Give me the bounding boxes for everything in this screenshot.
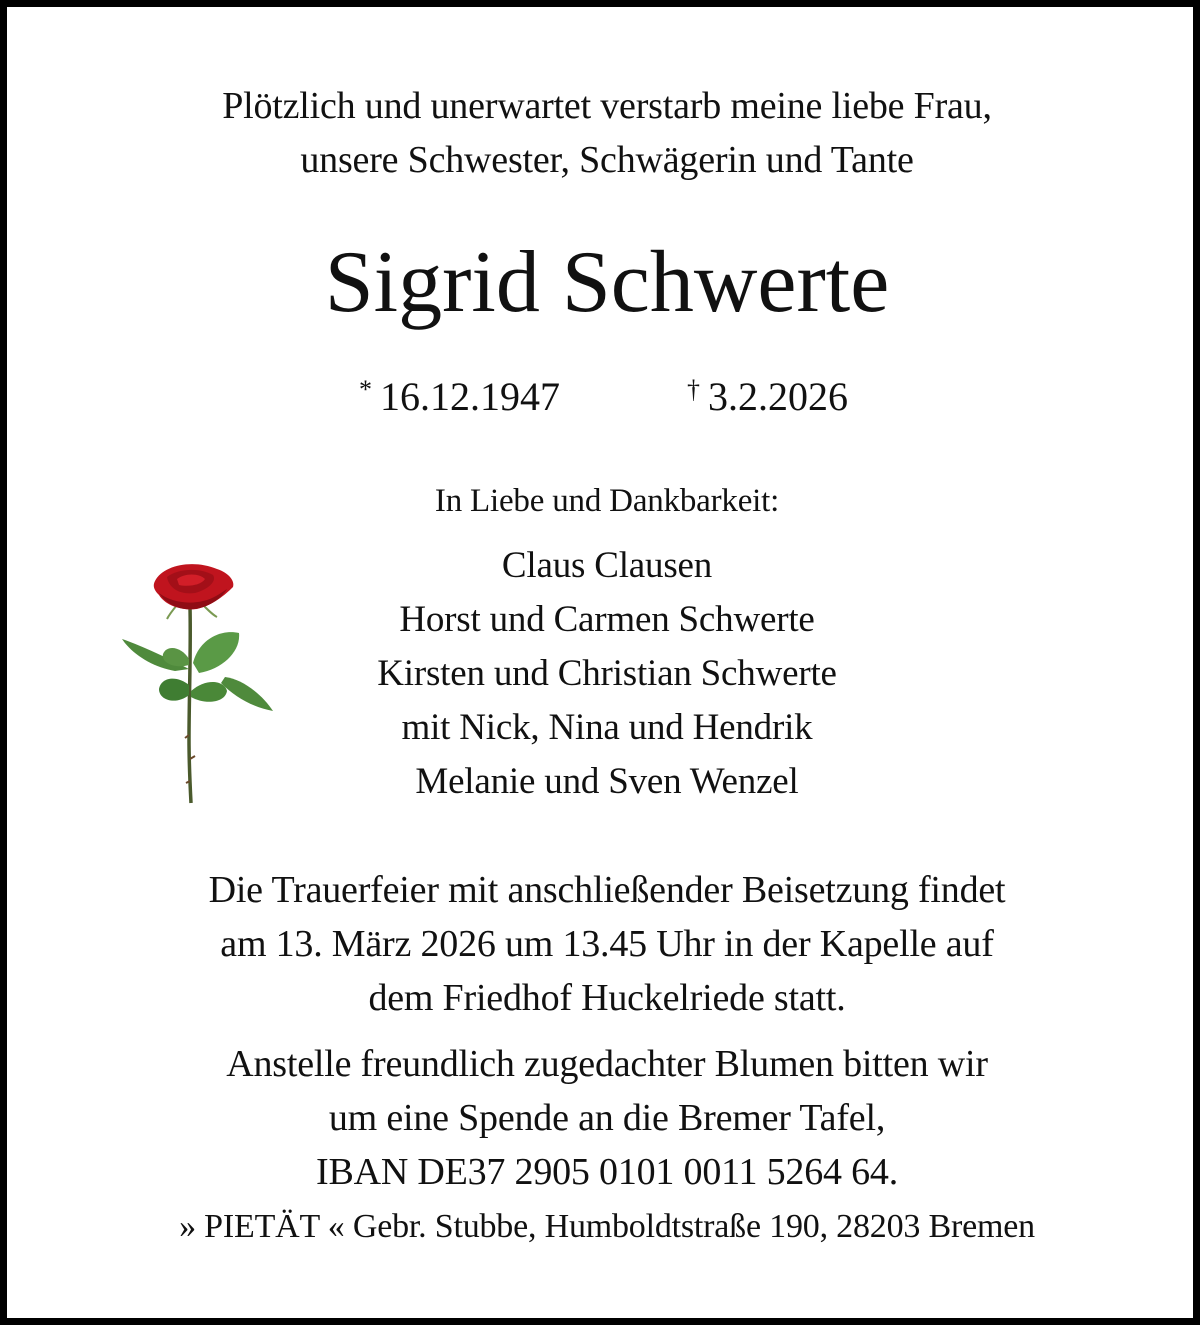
undertaker-footer: » PIETÄT « Gebr. Stubbe, Humboldtstraße 190, 28203 Bremen bbox=[179, 1208, 1035, 1245]
donation-line: um eine Spende an die Bremer Tafel, bbox=[328, 1097, 886, 1139]
birth-date bbox=[359, 373, 560, 420]
mourner-line: Melanie und Sven Wenzel bbox=[415, 761, 799, 802]
iban-line: IBAN DE37 2905 0101 0011 5264 64. bbox=[315, 1151, 899, 1193]
mourner-line: Kirsten und Christian Schwerte bbox=[377, 653, 837, 694]
thanks-heading: In Liebe und Dankbarkeit: bbox=[434, 483, 780, 519]
death-date bbox=[687, 373, 848, 420]
birth-date-value: 16.12.1947 bbox=[380, 374, 560, 419]
intro-line-2: unsere Schwester, Schwägerin und Tante bbox=[300, 139, 914, 181]
funeral-line: dem Friedhof Huckelriede statt. bbox=[368, 977, 846, 1019]
donation-line: Anstelle freundlich zugedachter Blumen bitten wir bbox=[226, 1043, 988, 1085]
birth-asterisk-icon: * bbox=[359, 375, 372, 404]
mourner-line: mit Nick, Nina und Hendrik bbox=[401, 707, 813, 748]
death-date-value: 3.2.2026 bbox=[708, 374, 848, 419]
death-dagger-icon: † bbox=[687, 375, 700, 404]
funeral-line: Die Trauerfeier mit anschließender Beisetzung findet bbox=[208, 869, 1006, 911]
life-dates bbox=[7, 369, 1200, 429]
mourner-line: Claus Clausen bbox=[501, 545, 713, 586]
mourner-line: Horst und Carmen Schwerte bbox=[399, 599, 815, 640]
intro-line-1: Plötzlich und unerwartet verstarb meine liebe Frau, bbox=[222, 85, 992, 127]
red-rose-icon bbox=[117, 559, 277, 809]
deceased-name: Sigrid Schwerte bbox=[324, 234, 890, 331]
funeral-line: am 13. März 2026 um 13.45 Uhr in der Kapelle auf bbox=[220, 923, 994, 965]
